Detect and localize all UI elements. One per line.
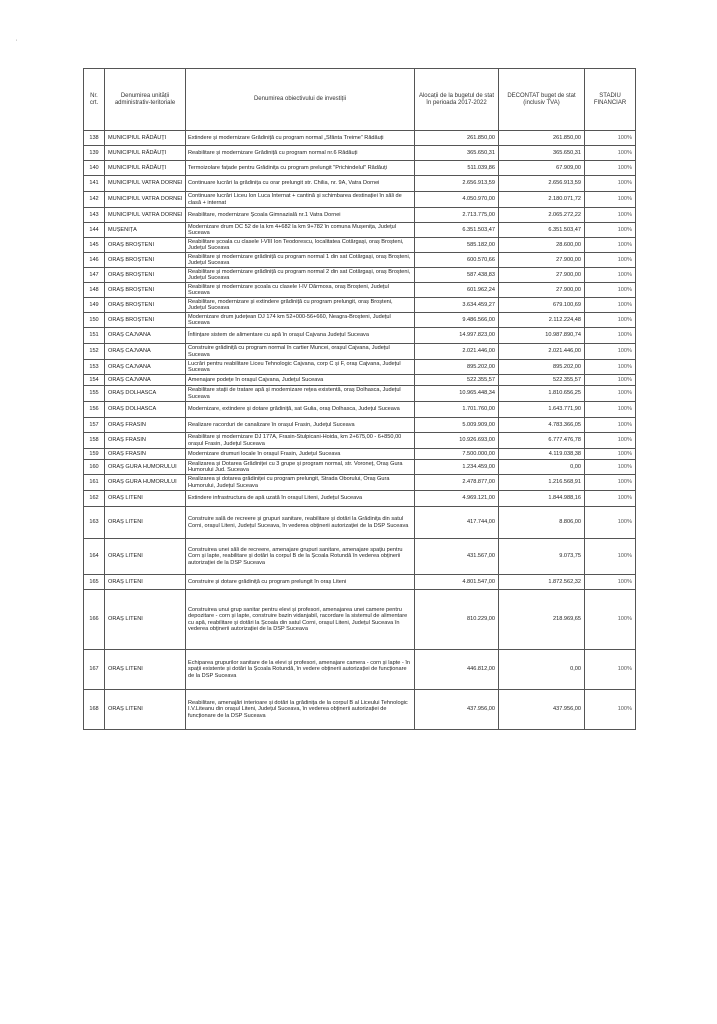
decontat-value: 2.065.272,22 xyxy=(499,208,585,223)
unit-name: ORAȘ CAJVANA xyxy=(105,344,186,360)
decontat-value: 27.900,00 xyxy=(499,268,585,283)
decontat-value: 2.021.446,00 xyxy=(499,344,585,360)
unit-name: MUNICIPIUL VATRA DORNEI xyxy=(105,176,186,192)
row-number: 142 xyxy=(84,192,105,208)
allocation-value: 5.009.909,00 xyxy=(415,418,499,433)
unit-name: ORAȘ LITENI xyxy=(105,690,186,730)
allocation-value: 4.801.547,00 xyxy=(415,575,499,590)
financial-status: 100% xyxy=(585,375,636,386)
row-number: 141 xyxy=(84,176,105,192)
header-nr: Nr. crt. xyxy=(84,69,105,131)
table-row xyxy=(84,283,636,298)
row-number: 163 xyxy=(84,507,105,539)
allocation-value: 522.355,57 xyxy=(415,375,499,386)
row-number: 138 xyxy=(84,131,105,146)
decontat-value: 2.656.913,59 xyxy=(499,176,585,192)
decontat-value: 28.600,00 xyxy=(499,238,585,253)
table-row xyxy=(84,328,636,344)
decontat-value: 1.872.562,32 xyxy=(499,575,585,590)
objective-name: Modernizare drum DC 52 de la km 4+682 la km 9+782 în comuna Mușenița, Județul Suceava xyxy=(186,223,415,238)
row-number: 147 xyxy=(84,268,105,283)
objective-name: Extindere și modernizare Grădiniță cu program normal „Sfânta Treime” Rădăuți xyxy=(186,131,415,146)
unit-name: MUNICIPIUL RĂDĂUȚI xyxy=(105,146,186,161)
unit-name: ORAȘ CAJVANA xyxy=(105,375,186,386)
decontat-value: 679.100,69 xyxy=(499,298,585,313)
decontat-value: 9.073,75 xyxy=(499,539,585,575)
decontat-value: 0,00 xyxy=(499,460,585,475)
row-number: 148 xyxy=(84,283,105,298)
financial-status: 100% xyxy=(585,418,636,433)
allocation-value: 365.650,31 xyxy=(415,146,499,161)
table-row xyxy=(84,449,636,460)
financial-status: 100% xyxy=(585,386,636,402)
unit-name: MUNICIPIUL VATRA DORNEI xyxy=(105,208,186,223)
row-number: 166 xyxy=(84,590,105,650)
unit-name: ORAȘ LITENI xyxy=(105,507,186,539)
allocation-value: 4.969.121,00 xyxy=(415,491,499,507)
table-row xyxy=(84,375,636,386)
financial-status: 100% xyxy=(585,176,636,192)
objective-name: Construire grădiniță cu program normal în cartier Muncei, orașul Cajvana, Județul Suceava xyxy=(186,344,415,360)
objective-name: Echiparea grupurilor sanitare de la elevi și profesori, amenajare camera - corn și lapte - în spații existente și dotări la Școala Rotundă, în vedere obținerii autorizației de funcționare de la DSP Suceava xyxy=(186,650,415,690)
row-number: 167 xyxy=(84,650,105,690)
table-row xyxy=(84,575,636,590)
objective-name: Reabilitare, modernizare și extindere grădiniță cu program prelungit, oraș Broșteni, Județul Suceava xyxy=(186,298,415,313)
decontat-value: 2.180.071,72 xyxy=(499,192,585,208)
financial-status: 100% xyxy=(585,344,636,360)
row-number: 145 xyxy=(84,238,105,253)
row-number: 165 xyxy=(84,575,105,590)
financial-status: 100% xyxy=(585,328,636,344)
decontat-value: 1.216.568,91 xyxy=(499,475,585,491)
row-number: 151 xyxy=(84,328,105,344)
row-number: 160 xyxy=(84,460,105,475)
allocation-value: 4.050.970,00 xyxy=(415,192,499,208)
unit-name: ORAȘ BROȘTENI xyxy=(105,298,186,313)
table-row xyxy=(84,344,636,360)
objective-name: Construire și dotare grădiniță cu program prelungit în oraș Liteni xyxy=(186,575,415,590)
table-row xyxy=(84,238,636,253)
allocation-value: 2.021.446,00 xyxy=(415,344,499,360)
unit-name: ORAȘ BROȘTENI xyxy=(105,238,186,253)
decontat-value: 895.202,00 xyxy=(499,360,585,375)
allocation-value: 2.656.913,59 xyxy=(415,176,499,192)
decontat-value: 6.351.503,47 xyxy=(499,223,585,238)
table-body xyxy=(84,131,636,730)
unit-name: ORAȘ LITENI xyxy=(105,590,186,650)
objective-name: Realizarea și Dotarea Grădiniței cu 3 grupe și program normal, str. Voroneț, Oraș Gura Humorului Jud. Suceava xyxy=(186,460,415,475)
financial-status: 100% xyxy=(585,253,636,268)
allocation-value: 587.438,83 xyxy=(415,268,499,283)
objective-name: Reabilitare, modernizare Școala Gimnazială nr.1 Vatra Dornei xyxy=(186,208,415,223)
decontat-value: 6.777.476,78 xyxy=(499,433,585,449)
table-row xyxy=(84,176,636,192)
table-row xyxy=(84,192,636,208)
table-row xyxy=(84,650,636,690)
financial-status: 100% xyxy=(585,208,636,223)
financial-status: 100% xyxy=(585,283,636,298)
financial-status: 100% xyxy=(585,313,636,328)
row-number: 149 xyxy=(84,298,105,313)
table-row xyxy=(84,418,636,433)
allocation-value: 3.634.459,27 xyxy=(415,298,499,313)
decontat-value: 1.810.656,25 xyxy=(499,386,585,402)
unit-name: ORAȘ FRASIN xyxy=(105,449,186,460)
unit-name: ORAȘ LITENI xyxy=(105,575,186,590)
allocation-value: 431.567,00 xyxy=(415,539,499,575)
financial-status: 100% xyxy=(585,433,636,449)
row-number: 144 xyxy=(84,223,105,238)
objective-name: Construirea unui grup sanitar pentru elevi și profesori, amenajarea unei camere pentru depozitare - corn și lapte, construire bazin vidanjabil, racordare la sistemul de alimentare cu apă, reabilitare și dotări la Școala din satul Corni, orașul Liteni, Județul Suceava în vederea obținerii autorizației de la DSP Suceava xyxy=(186,590,415,650)
investment-table-sheet xyxy=(83,68,635,730)
unit-name: ORAȘ FRASIN xyxy=(105,433,186,449)
table-row xyxy=(84,298,636,313)
table-row xyxy=(84,208,636,223)
allocation-value: 600.570,66 xyxy=(415,253,499,268)
unit-name: ORAȘ DOLHASCA xyxy=(105,402,186,418)
unit-name: ORAȘ LITENI xyxy=(105,539,186,575)
allocation-value: 601.962,24 xyxy=(415,283,499,298)
allocation-value: 437.956,00 xyxy=(415,690,499,730)
unit-name: ORAȘ GURA HUMORULUI xyxy=(105,460,186,475)
table-row xyxy=(84,360,636,375)
objective-name: Modernizare drum județean DJ 174 km 52+000-56+660, Neagra-Broșteni, Județul Suceava xyxy=(186,313,415,328)
table-row xyxy=(84,131,636,146)
objective-name: Înființare sistem de alimentare cu apă în orașul Cajvana Județul Suceava xyxy=(186,328,415,344)
financial-status: 100% xyxy=(585,161,636,176)
decontat-value: 261.850,00 xyxy=(499,131,585,146)
objective-name: Reabilitare stații de tratare apă și modernizare rețea existentă, oraș Dolhasca, Județul Suceava xyxy=(186,386,415,402)
unit-name: ORAȘ DOLHASCA xyxy=(105,386,186,402)
unit-name: MUNICIPIUL RĂDĂUȚI xyxy=(105,161,186,176)
table-row xyxy=(84,507,636,539)
decontat-value: 1.643.771,90 xyxy=(499,402,585,418)
header-allocations: Alocații de la bugetul de stat în perioada 2017-2022 xyxy=(415,69,499,131)
row-number: 146 xyxy=(84,253,105,268)
header-decontat: DECONTAT buget de stat (inclusiv TVA) xyxy=(499,69,585,131)
unit-name: ORAȘ LITENI xyxy=(105,650,186,690)
decontat-value: 4.119.038,38 xyxy=(499,449,585,460)
objective-name: Lucrări pentru reabilitare Liceu Tehnologic Cajvana, corp C și F, oraș Cajvana, Județul Suceava xyxy=(186,360,415,375)
financial-status: 100% xyxy=(585,298,636,313)
decontat-value: 10.987.890,74 xyxy=(499,328,585,344)
table-row xyxy=(84,402,636,418)
objective-name: Realizarea și dotarea grădiniței cu program prelungit, Strada Oborului, Oraș Gura Humorului, Județul Suceava xyxy=(186,475,415,491)
decontat-value: 522.355,57 xyxy=(499,375,585,386)
row-number: 152 xyxy=(84,344,105,360)
row-number: 158 xyxy=(84,433,105,449)
header-stadiu: STADIU FINANCIAR xyxy=(585,69,636,131)
objective-name: Continuare lucrări la grădinița cu orar prelungit str. Chilia, nr. 9A, Vatra Dornei xyxy=(186,176,415,192)
table-row xyxy=(84,690,636,730)
financial-status: 100% xyxy=(585,575,636,590)
table-row xyxy=(84,146,636,161)
table-row xyxy=(84,491,636,507)
financial-status: 100% xyxy=(585,360,636,375)
financial-status: 100% xyxy=(585,690,636,730)
decontat-value: 2.112.224,48 xyxy=(499,313,585,328)
financial-status: 100% xyxy=(585,650,636,690)
allocation-value: 1.701.760,00 xyxy=(415,402,499,418)
row-number: 153 xyxy=(84,360,105,375)
decontat-value: 437.956,00 xyxy=(499,690,585,730)
unit-name: ORAȘ BROȘTENI xyxy=(105,268,186,283)
row-number: 150 xyxy=(84,313,105,328)
unit-name: ORAȘ BROȘTENI xyxy=(105,253,186,268)
financial-status: 100% xyxy=(585,507,636,539)
allocation-value: 7.500.000,00 xyxy=(415,449,499,460)
financial-status: 100% xyxy=(585,491,636,507)
objective-name: Modernizare drumuri locale în orașul Frasin, Județul Suceava xyxy=(186,449,415,460)
row-number: 155 xyxy=(84,386,105,402)
table-row xyxy=(84,590,636,650)
financial-status: 100% xyxy=(585,402,636,418)
unit-name: MUNICIPIUL VATRA DORNEI xyxy=(105,192,186,208)
investment-table xyxy=(83,68,636,730)
row-number: 161 xyxy=(84,475,105,491)
objective-name: Reabilitare și modernizare grădiniță cu program normal 1 din sat Cotârgași, oraș Broșteni, Județul Suceava xyxy=(186,253,415,268)
row-number: 140 xyxy=(84,161,105,176)
unit-name: ORAȘ BROȘTENI xyxy=(105,283,186,298)
allocation-value: 261.850,00 xyxy=(415,131,499,146)
objective-name: Extindere infrastructura de apă uzată în orașul Liteni, Județul Suceava xyxy=(186,491,415,507)
financial-status: 100% xyxy=(585,590,636,650)
unit-name: ORAȘ LITENI xyxy=(105,491,186,507)
objective-name: Construire sală de recreere și grupuri sanitare, reabilitare și dotări la Grădinița din satul Corni, orașul Liteni, Județul Suceava, în vederea obținerii autorizației de la DSP Suceava xyxy=(186,507,415,539)
financial-status: 100% xyxy=(585,146,636,161)
table-row xyxy=(84,253,636,268)
financial-status: 100% xyxy=(585,460,636,475)
decontat-value: 27.900,00 xyxy=(499,253,585,268)
scan-mark: ' xyxy=(16,40,18,46)
table-row xyxy=(84,386,636,402)
financial-status: 100% xyxy=(585,192,636,208)
header-objective: Denumirea obiectivului de investiții xyxy=(186,69,415,131)
decontat-value: 4.783.366,05 xyxy=(499,418,585,433)
objective-name: Reabilitare și modernizare Grădiniță cu program normal nr.6 Rădăuți xyxy=(186,146,415,161)
decontat-value: 27.900,00 xyxy=(499,283,585,298)
table-header-row xyxy=(84,69,636,131)
allocation-value: 10.965.448,34 xyxy=(415,386,499,402)
allocation-value: 9.486.566,00 xyxy=(415,313,499,328)
objective-name: Reabilitare și modernizare DJ 177A, Frasin-Stulpicani-Hoida, km 2+675,00 - 6+850,00 orașul Frasin, Județul Suceava xyxy=(186,433,415,449)
table-row xyxy=(84,313,636,328)
objective-name: Reabilitare și modernizare școala cu clasele I-IV Dârmoxa, oraș Broșteni, Județul Suceava xyxy=(186,283,415,298)
row-number: 162 xyxy=(84,491,105,507)
table-row xyxy=(84,433,636,449)
allocation-value: 810.229,00 xyxy=(415,590,499,650)
row-number: 154 xyxy=(84,375,105,386)
allocation-value: 2.478.877,00 xyxy=(415,475,499,491)
allocation-value: 895.202,00 xyxy=(415,360,499,375)
objective-name: Construirea unei săli de recreere, amenajare grupuri sanitare, amenajare spațiu pentru Corn și lapte, reabilitare și dotări la corpul B de la Școala Rotundă în vederea obținerii autorizației de la DSP Suceava xyxy=(186,539,415,575)
decontat-value: 1.844.988,16 xyxy=(499,491,585,507)
objective-name: Reabilitare școala cu clasele I-VIII Ion Teodorescu, localitatea Cotârgași, oraș Broșteni, Județul Suceava xyxy=(186,238,415,253)
allocation-value: 511.039,86 xyxy=(415,161,499,176)
objective-name: Reabilitare și modernizare grădiniță cu program normal 2 din sat Cotârgași, oraș Broșteni, Județul Suceava xyxy=(186,268,415,283)
unit-name: MUNICIPIUL RĂDĂUȚI xyxy=(105,131,186,146)
allocation-value: 10.926.693,00 xyxy=(415,433,499,449)
financial-status: 100% xyxy=(585,449,636,460)
objective-name: Modernizare, extindere și dotare grădiniță, sat Gulia, oraș Dolhasca, Județul Suceava xyxy=(186,402,415,418)
unit-name: ORAȘ GURA HUMORULUI xyxy=(105,475,186,491)
objective-name: Realizare racorduri de canalizare în orașul Frasin, Județul Suceava xyxy=(186,418,415,433)
financial-status: 100% xyxy=(585,539,636,575)
table-row xyxy=(84,268,636,283)
decontat-value: 218.969,65 xyxy=(499,590,585,650)
unit-name: ORAȘ FRASIN xyxy=(105,418,186,433)
allocation-value: 2.713.775,00 xyxy=(415,208,499,223)
header-unit: Denumirea unității administrativ-teritoriale xyxy=(105,69,186,131)
decontat-value: 67.909,00 xyxy=(499,161,585,176)
table-row xyxy=(84,161,636,176)
financial-status: 100% xyxy=(585,131,636,146)
decontat-value: 365.650,31 xyxy=(499,146,585,161)
allocation-value: 6.351.503,47 xyxy=(415,223,499,238)
allocation-value: 417.744,00 xyxy=(415,507,499,539)
allocation-value: 1.234.459,00 xyxy=(415,460,499,475)
allocation-value: 446.812,00 xyxy=(415,650,499,690)
financial-status: 100% xyxy=(585,268,636,283)
row-number: 143 xyxy=(84,208,105,223)
unit-name: MUȘENIȚA xyxy=(105,223,186,238)
objective-name: Amenajare podețe în orașul Cajvana, Județul Suceava xyxy=(186,375,415,386)
objective-name: Continuare lucrări Liceu Ion Luca Internat + cantină și schimbarea destinației în săli de clasă + internat xyxy=(186,192,415,208)
table-row xyxy=(84,539,636,575)
financial-status: 100% xyxy=(585,223,636,238)
row-number: 168 xyxy=(84,690,105,730)
decontat-value: 8.806,00 xyxy=(499,507,585,539)
unit-name: ORAȘ CAJVANA xyxy=(105,328,186,344)
unit-name: ORAȘ BROȘTENI xyxy=(105,313,186,328)
table-row xyxy=(84,460,636,475)
row-number: 159 xyxy=(84,449,105,460)
allocation-value: 14.997.823,00 xyxy=(415,328,499,344)
row-number: 164 xyxy=(84,539,105,575)
row-number: 156 xyxy=(84,402,105,418)
objective-name: Termoizolare fațade pentru Grădinița cu program prelungit "Prichindelul" Rădăuți xyxy=(186,161,415,176)
table-row xyxy=(84,475,636,491)
row-number: 139 xyxy=(84,146,105,161)
decontat-value: 0,00 xyxy=(499,650,585,690)
financial-status: 100% xyxy=(585,475,636,491)
table-row xyxy=(84,223,636,238)
unit-name: ORAȘ CAJVANA xyxy=(105,360,186,375)
row-number: 157 xyxy=(84,418,105,433)
allocation-value: 585.182,00 xyxy=(415,238,499,253)
financial-status: 100% xyxy=(585,238,636,253)
objective-name: Reabilitare, amenajări interioare și dotări la grădinița de la corpul B al Liceului Tehnologic I.V.Liteanu din orașul Liteni, Județul Suceava, în vederea obținerii autorizației de funcționare de la DSP Suceava xyxy=(186,690,415,730)
